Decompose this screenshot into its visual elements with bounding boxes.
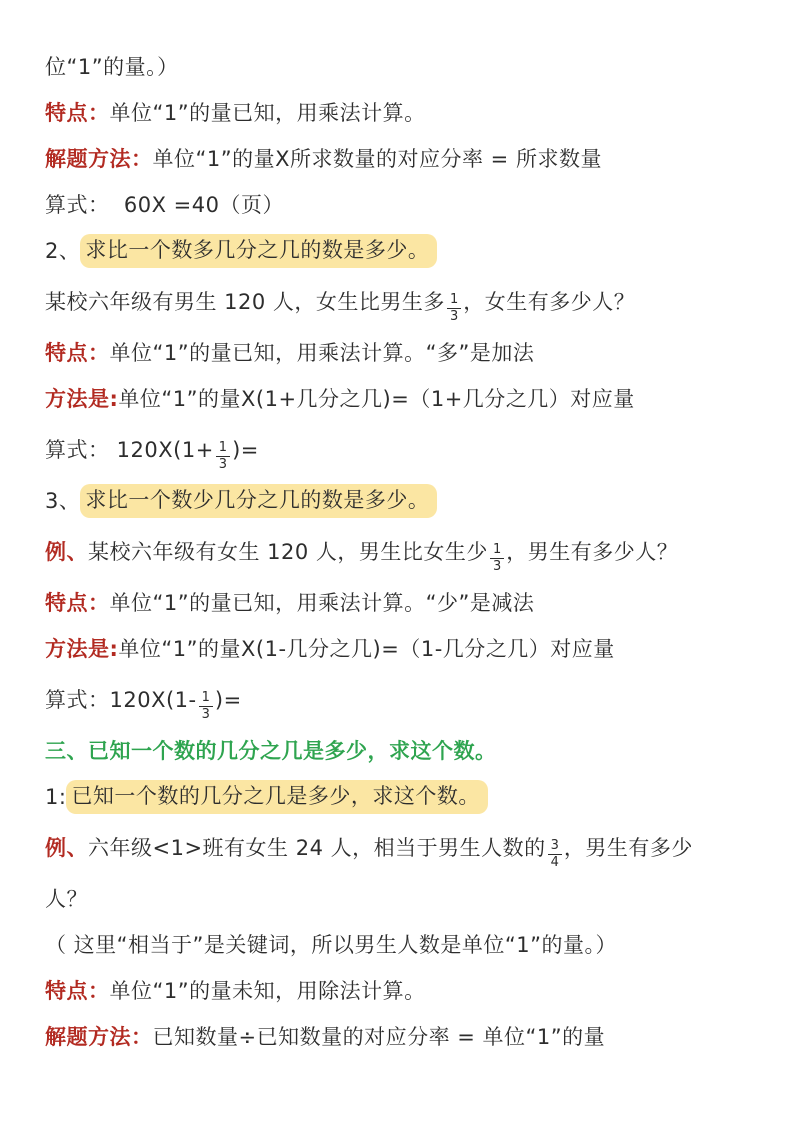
feature-line-three	[45, 968, 751, 1014]
text-segment: 单位“1”的量X(1-几分之几)=（1-几分之几）对应量	[118, 636, 615, 661]
text-segment: 1:	[45, 784, 67, 809]
text-segment: )=	[214, 687, 242, 712]
example-line-3	[45, 524, 751, 580]
red-label: 特点：	[45, 100, 110, 125]
text-segment: ，女生有多少人？	[463, 289, 636, 314]
highlighted-text: 求比一个数多几分之几的数是多少。	[80, 234, 437, 267]
red-label: 特点：	[45, 978, 110, 1003]
text-segment: 算式： 120X(1+	[45, 437, 214, 462]
solution-method-line-three	[45, 1014, 751, 1060]
text-segment: 单位“1”的量X所求数量的对应分率 = 所求数量	[152, 146, 602, 171]
feature-line-1	[45, 90, 751, 136]
method-line-2	[45, 376, 751, 422]
text-segment: ，男生有多少	[563, 835, 693, 860]
example-line-three-wrap	[45, 876, 751, 922]
method-line-3	[45, 626, 751, 672]
text-segment: 单位“1”的量已知，用乘法计算。“多”是加法	[109, 340, 535, 365]
problem-line-2	[45, 274, 751, 330]
text-segment: 单位“1”的量已知，用乘法计算。“少”是减法	[109, 590, 535, 615]
subheading-3	[45, 478, 751, 524]
text-segment: （ 这里“相当于”是关键词，所以男生人数是单位“1”的量。）	[45, 932, 618, 957]
feature-line-3	[45, 580, 751, 626]
formula-line-1	[45, 182, 751, 228]
fraction: $\frac{1}{3}$	[447, 293, 461, 323]
formula-line-2	[45, 422, 751, 478]
formula-line-3	[45, 672, 751, 728]
red-label: 解题方法：	[45, 146, 153, 171]
text-segment: 某校六年级有男生 120 人，女生比男生多	[45, 289, 445, 314]
red-label: 特点：	[45, 340, 110, 365]
text-segment: 人？	[45, 886, 88, 911]
text-segment: ，男生有多少人？	[506, 539, 679, 564]
text-segment: 2、	[45, 238, 81, 263]
red-label: 例、	[45, 835, 88, 860]
fraction: $\frac{1}{3}$	[216, 441, 230, 471]
text-segment: 单位“1”的量X(1+几分之几)=（1+几分之几）对应量	[118, 386, 635, 411]
section-heading-three	[45, 728, 751, 774]
text-segment: 算式： 60X =40（页）	[45, 192, 284, 217]
subheading-2	[45, 228, 751, 274]
text-segment: 位“1”的量。）	[45, 54, 179, 79]
text-segment: 六年级<1>班有女生 24 人，相当于男生人数的	[88, 835, 546, 860]
red-label: 特点：	[45, 590, 110, 615]
document-body	[45, 44, 751, 1060]
text-segment: 某校六年级有女生 120 人，男生比女生少	[88, 539, 488, 564]
text-segment: 算式：120X(1-	[45, 687, 197, 712]
example-line-three	[45, 820, 751, 876]
subheading-three-1	[45, 774, 751, 820]
red-label: 例、	[45, 539, 88, 564]
fraction: $\frac{3}{4}$	[548, 839, 562, 869]
highlighted-text: 求比一个数少几分之几的数是多少。	[80, 484, 437, 517]
red-label: 方法是:	[45, 386, 119, 411]
note-line	[45, 922, 751, 968]
text-segment: 已知数量÷已知数量的对应分率 = 单位“1”的量	[152, 1024, 606, 1049]
text-segment: 3、	[45, 488, 81, 513]
solution-method-line-1	[45, 136, 751, 182]
text-segment: 单位“1”的量未知，用除法计算。	[109, 978, 426, 1003]
highlighted-text: 已知一个数的几分之几是多少，求这个数。	[66, 780, 488, 813]
green-heading-text: 三、已知一个数的几分之几是多少，求这个数。	[45, 738, 497, 763]
text-segment: 单位“1”的量已知，用乘法计算。	[109, 100, 426, 125]
fraction: $\frac{1}{3}$	[490, 543, 504, 573]
red-label: 解题方法：	[45, 1024, 153, 1049]
feature-line-2	[45, 330, 751, 376]
continuation-line	[45, 44, 751, 90]
red-label: 方法是:	[45, 636, 119, 661]
text-segment: )=	[232, 437, 259, 462]
fraction: $\frac{1}{3}$	[199, 691, 213, 721]
